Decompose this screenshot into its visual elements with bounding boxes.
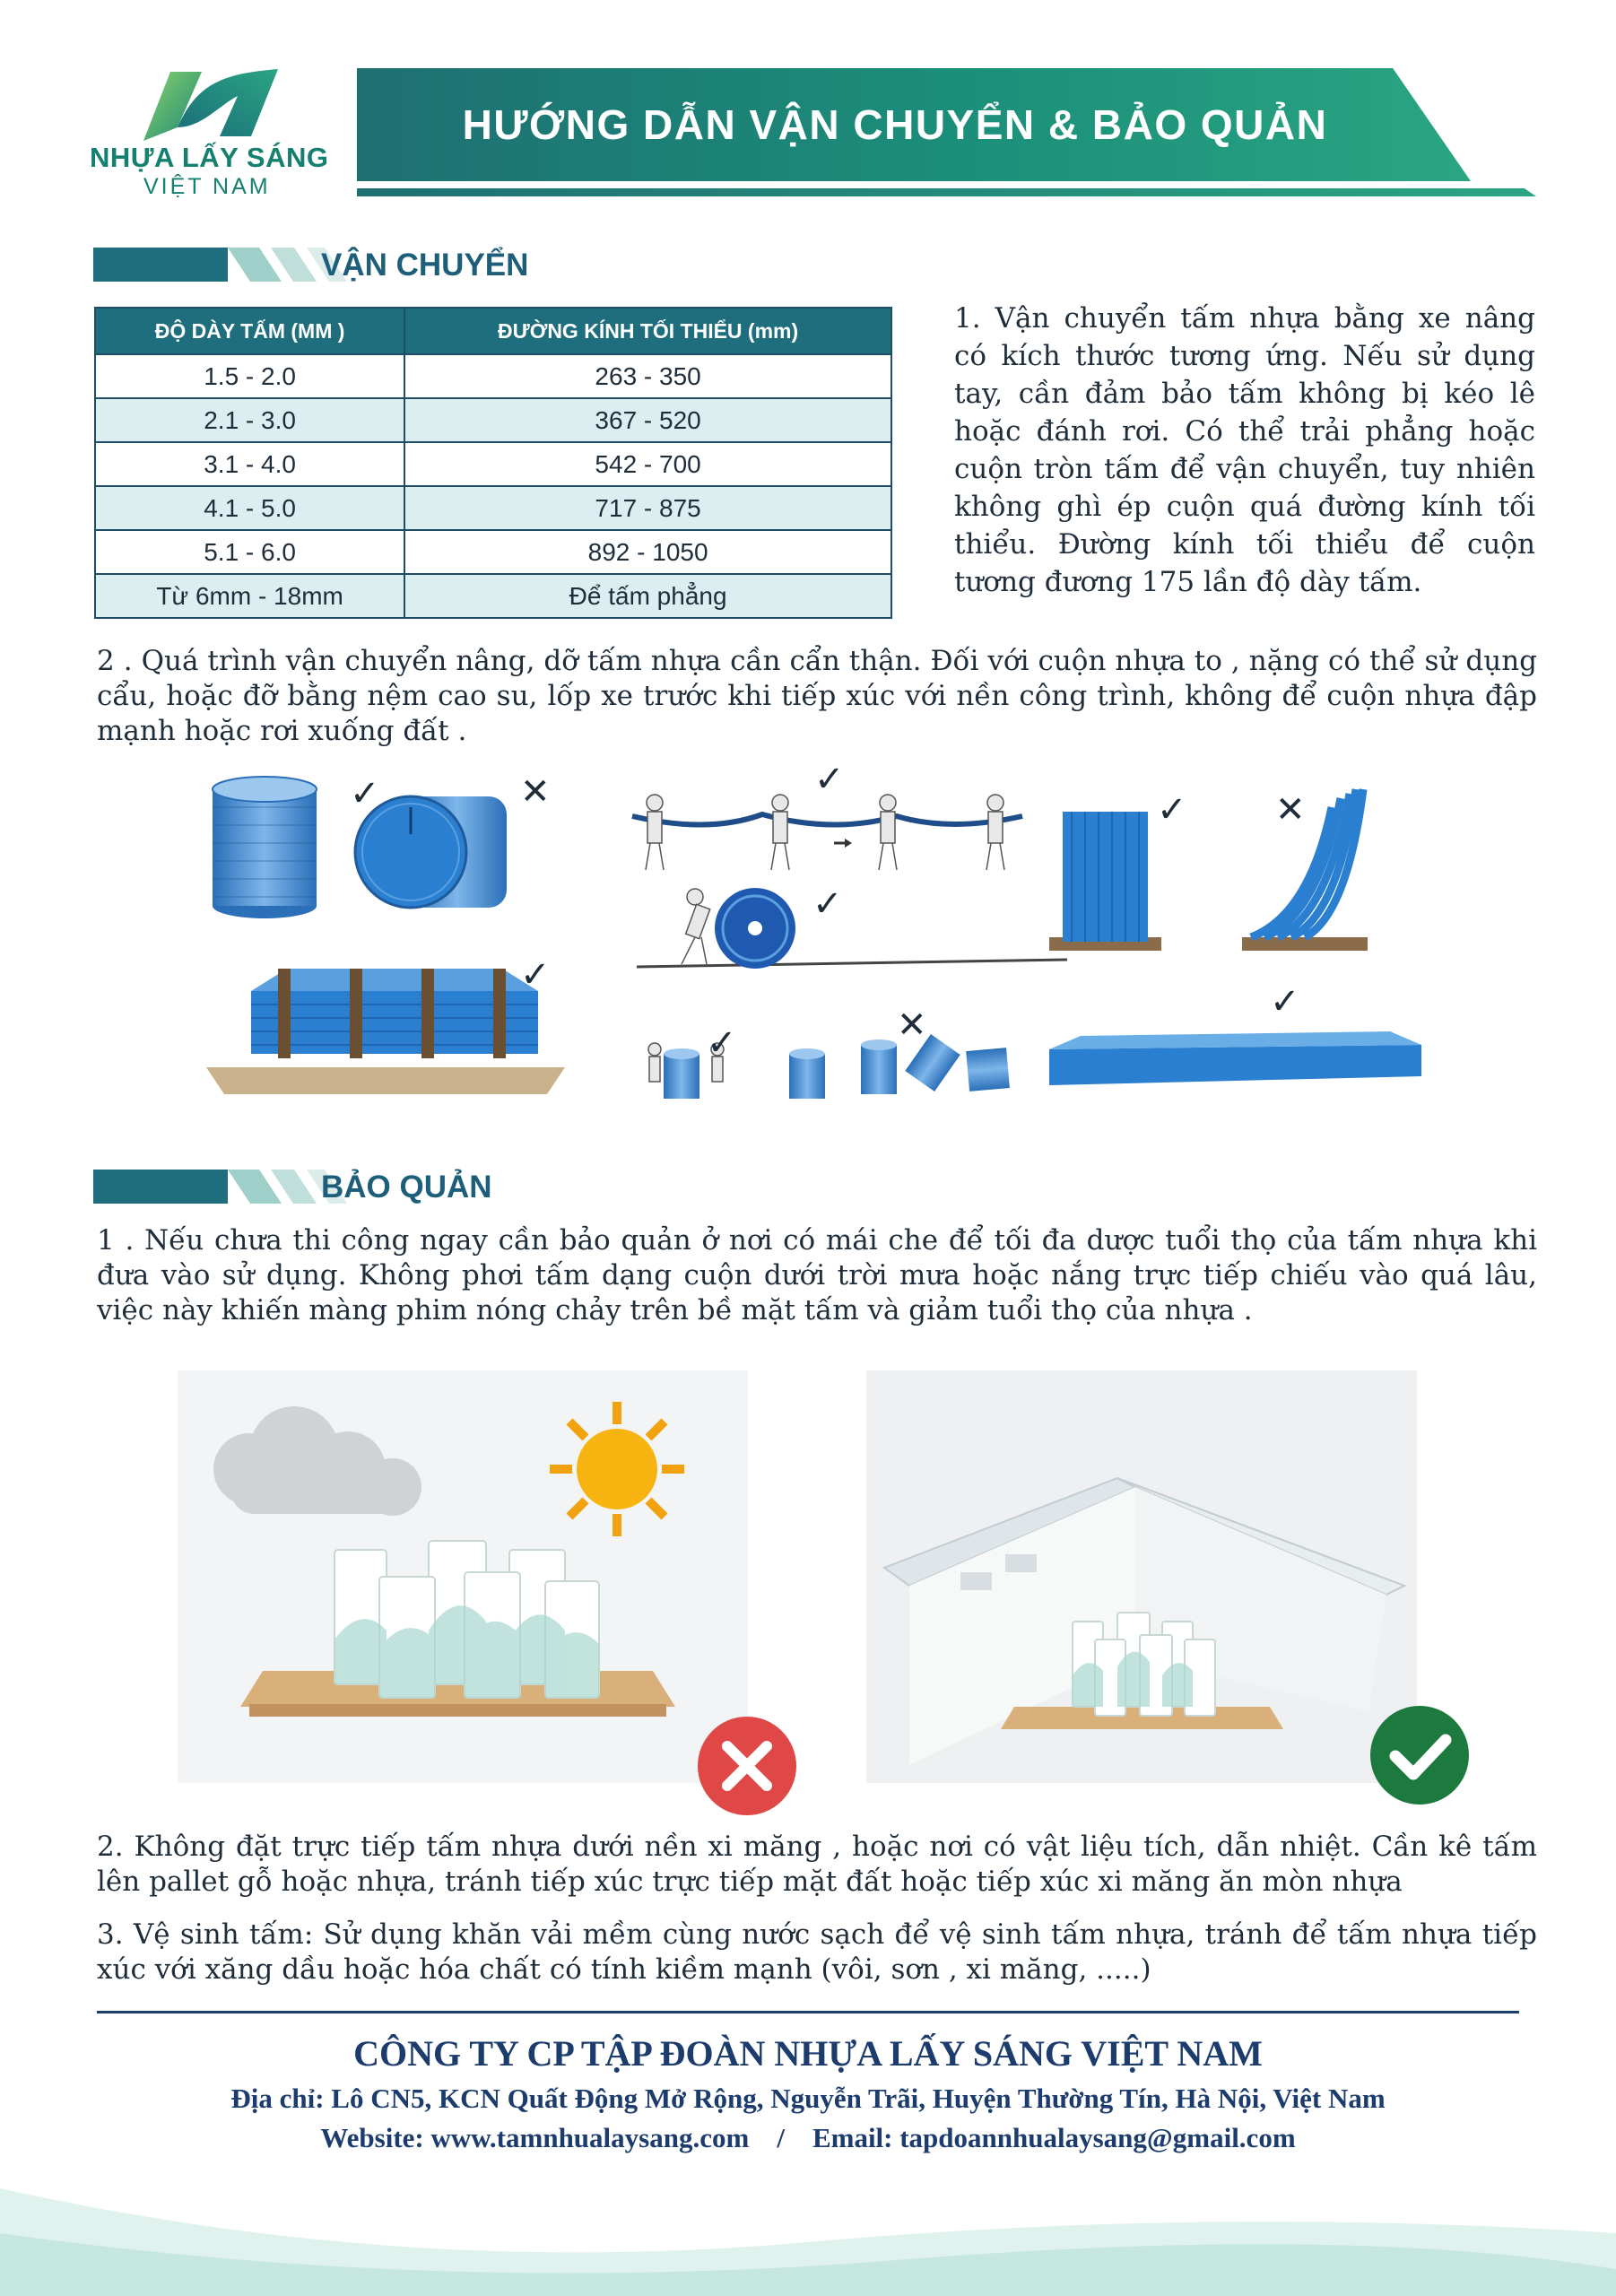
sun-icon <box>550 1402 684 1536</box>
sheets-flat-wide-illustration <box>1049 1031 1421 1085</box>
table-row <box>95 442 891 486</box>
footer-wave-decoration <box>0 2135 1616 2296</box>
website-link[interactable]: Website: www.tamnhualaysang.com <box>320 2122 750 2153</box>
section-title-storage: BẢO QUẢN <box>321 1170 492 1205</box>
check-icon: ✓ <box>707 1022 737 1064</box>
section-bar-storage <box>93 1170 353 1204</box>
brand-logo-icon <box>135 65 287 145</box>
transport-illustrations <box>206 771 1435 1121</box>
cross-icon: ✕ <box>897 1004 927 1046</box>
outdoor-storage-photo <box>178 1370 748 1783</box>
storage-note-2: 2. Không đặt trực tiếp tấm nhựa dưới nền xi măng , hoặc nơi có vật liệu tích, dẫn nhiệt. Cần kê tấm lên pallet gỗ hoặc nhựa, tránh tiếp xúc trực tiếp mặt đất hoặc tiếp xúc xi măng ăn mòn nhựa <box>97 1831 1537 1898</box>
storage-note-1: 1 . Nếu chưa thi công ngay cần bảo quản ở nơi có mái che để tối đa dược tuổi thọ của tấm nhựa khi đưa vào sử dụng. Không phơi tấm dạng cuộn dưới trời mưa hoặc nắng trực tiếp chiếu vào quá lâu, việc này khiến màng phim nóng chảy trên bề mặt tấm và giảm tuổi thọ của nhựa . <box>97 1224 1537 1326</box>
table-cell: 5.1 - 6.0 <box>95 530 404 574</box>
cross-icon: ✕ <box>1275 789 1306 831</box>
sheltered-storage-photo <box>866 1370 1417 1783</box>
transport-note-2: 2 . Quá trình vận chuyển nâng, dỡ tấm nhựa cần cẩn thận. Đối với cuộn nhựa to , nặng có thể sử dụng cẩu, hoặc đỡ bằng nệm cao su, lốp xe trước khi tiếp xúc với nền công trình, không để cuộn nhựa đập mạnh hoặc rơi xuống đất . <box>97 645 1537 747</box>
cross-icon: ✕ <box>520 771 551 813</box>
table-header: ĐƯỜNG KÍNH TỐI THIỂU (mm) <box>404 308 891 354</box>
check-icon: ✓ <box>812 883 843 925</box>
check-icon <box>1368 1704 1471 1806</box>
table-cell: 3.1 - 4.0 <box>95 442 404 486</box>
company-address: Địa chỉ: Lô CN5, KCN Quất Động Mở Rộng, Nguyễn Trãi, Huyện Thường Tín, Hà Nội, Việt Nam <box>230 2083 1386 2114</box>
table-cell: 4.1 - 5.0 <box>95 486 404 530</box>
table-cell: 263 - 350 <box>404 354 891 398</box>
brand-country: VIỆT NAM <box>143 174 271 199</box>
roll-handling-illustration <box>648 1034 1010 1099</box>
workers-carry-illustration <box>632 795 1022 870</box>
email-link[interactable]: Email: tapdoannhualaysang@gmail.com <box>812 2122 1296 2153</box>
roll-pushing-illustration <box>637 888 1067 969</box>
storage-note-3: 3. Vệ sinh tấm: Sử dụng khăn vải mềm cùng nước sạch để vệ sinh tấm nhựa, tránh để tấm nhựa tiếp xúc với xăng dầu hoặc hóa chất có tính kiềm mạnh (vôi, sơn , xi măng, .....) <box>97 1918 1537 1986</box>
table-header: ĐỘ DÀY TẤM (MM ) <box>95 308 404 354</box>
section-title-transport: VẬN CHUYỂN <box>321 248 529 283</box>
check-icon: ✓ <box>350 773 380 814</box>
table-row <box>95 530 891 574</box>
section-bar-transport <box>93 248 353 282</box>
thickness-diameter-table <box>94 307 892 619</box>
table-cell: Từ 6mm - 18mm <box>95 574 404 618</box>
table-row <box>95 398 891 442</box>
sheets-flat-pallet-illustration <box>206 969 565 1094</box>
check-icon: ✓ <box>814 759 845 800</box>
header-underline <box>357 188 1536 196</box>
check-icon: ✓ <box>1270 981 1300 1022</box>
check-icon: ✓ <box>520 954 551 996</box>
table-cell: 367 - 520 <box>404 398 891 442</box>
roll-upright-illustration <box>213 777 317 918</box>
company-name: CÔNG TY CP TẬP ĐOÀN NHỰA LẤY SÁNG VIỆT NAM <box>353 2033 1263 2074</box>
table-row <box>95 354 891 398</box>
table-cell: 2.1 - 3.0 <box>95 398 404 442</box>
contact-separator-slash: / <box>777 2122 785 2153</box>
table-row <box>95 574 891 618</box>
table-cell: 1.5 - 2.0 <box>95 354 404 398</box>
check-icon: ✓ <box>1157 789 1187 831</box>
page-title: HƯỚNG DẪN VẬN CHUYỂN & BẢO QUẢN <box>462 101 1328 148</box>
table-cell: Để tấm phẳng <box>404 574 891 618</box>
table-cell: 717 - 875 <box>404 486 891 530</box>
footer-divider <box>97 2011 1519 2013</box>
table-cell: 892 - 1050 <box>404 530 891 574</box>
table-cell: 542 - 700 <box>404 442 891 486</box>
cross-icon <box>696 1715 798 1817</box>
sheets-vertical-illustration <box>1049 812 1161 951</box>
brand-name: NHỰA LẤY SÁNG <box>90 142 329 173</box>
transport-note-1: 1. Vận chuyển tấm nhựa bằng xe nâng có kích thước tương ứng. Nếu sử dụng tay, cần đảm bảo tấm không bị kéo lê hoặc đánh rơi. Có thể trải phẳng hoặc cuộn tròn tấm để vận chuyển, tuy nhiên không ghì ép cuộn quá đường kính tối thiểu. Đường kính tối thiểu để cuộn tương đương 175 lần độ dày tấm. <box>954 302 1535 598</box>
table-row <box>95 486 891 530</box>
